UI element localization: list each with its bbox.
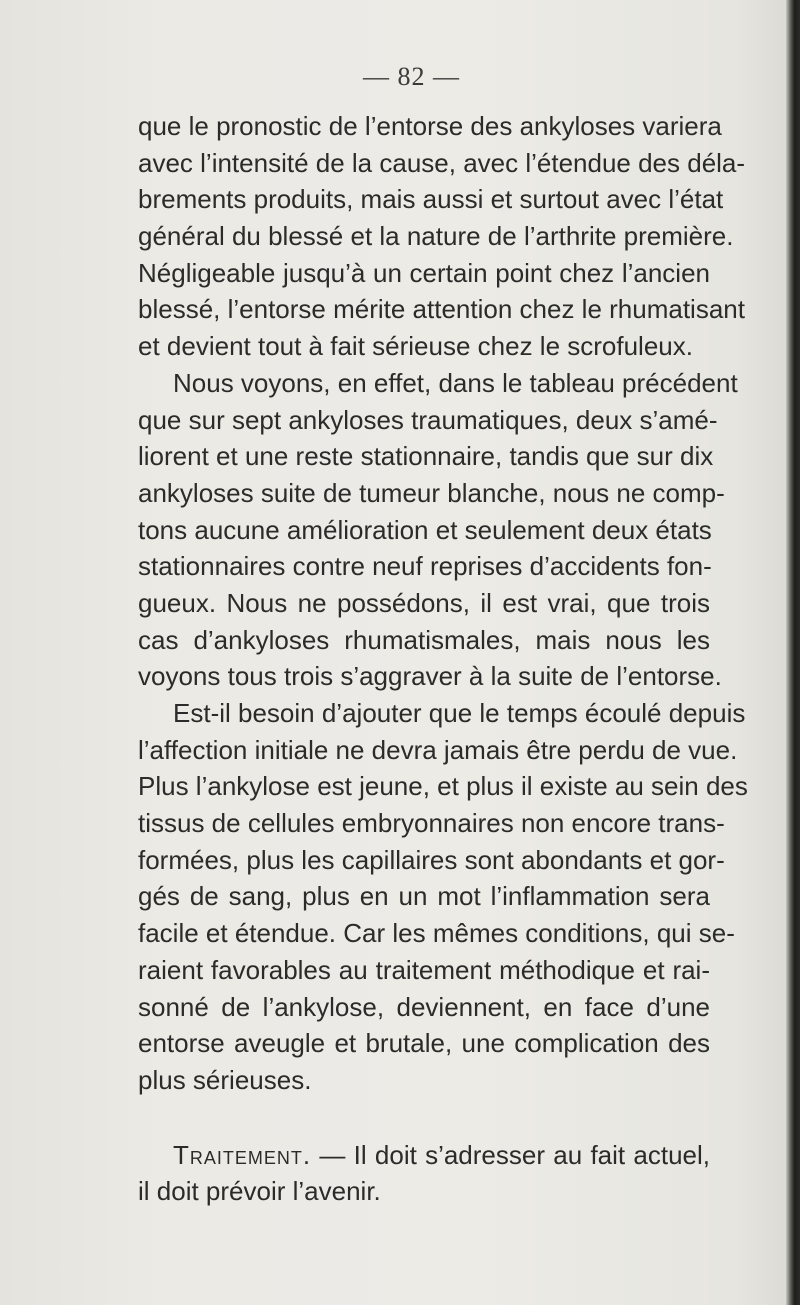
text-line: Est-il besoin d’ajouter que le temps écoulé depuis xyxy=(173,698,746,728)
text-line: gueux. Nous ne possédons, il est vrai, que trois xyxy=(138,587,710,618)
text-line: facile et étendue. Car les mêmes conditions, qui se- xyxy=(138,918,735,949)
text-line: tissus de cellules embryonnaires non encore trans- xyxy=(138,808,725,839)
text-line: formées, plus les capillaires sont abondants et gor- xyxy=(138,844,725,875)
text-line: cas d’ankyloses rhumatismales, mais nous les xyxy=(138,624,710,655)
text-line: blessé, l’entorse mérite attention chez le rhumatisant xyxy=(138,294,745,325)
text-line: avec l’intensité de la cause, avec l’étendue des déla- xyxy=(138,147,746,178)
paragraph xyxy=(138,695,748,1099)
text-line: stationnaires contre neuf reprises d’accidents fon- xyxy=(138,551,712,582)
page-edge-shadow xyxy=(786,0,800,1305)
text-line: brements produits, mais aussi et surtout avec l’état xyxy=(138,184,724,215)
section-heading: Traitement. xyxy=(173,1139,312,1170)
section-first-line xyxy=(138,1137,710,1174)
paragraph xyxy=(138,365,738,695)
section-spacer xyxy=(138,1099,710,1137)
text-line: que sur sept ankyloses traumatiques, deux s’amé- xyxy=(138,404,718,435)
paragraph xyxy=(138,108,746,365)
page-number: — 82 — xyxy=(363,62,460,91)
text-line: Plus l’ankylose est jeune, et plus il existe au sein des xyxy=(138,771,748,802)
text-line: tons aucune amélioration et seulement deux états xyxy=(138,514,712,545)
section-traitement xyxy=(138,1137,710,1210)
text-line: que le pronostic de l’entorse des ankyloses variera xyxy=(138,111,722,141)
text-line: il doit prévoir l’avenir. xyxy=(138,1176,381,1207)
text-line: sonné de l’ankylose, deviennent, en face d’une xyxy=(138,991,710,1022)
text-line: général du blessé et la nature de l’arthrite première. xyxy=(138,221,734,252)
text-line: voyons tous trois s’aggraver à la suite de l’entorse. xyxy=(138,661,722,692)
text-line: Nous voyons, en effet, dans le tableau précédent xyxy=(173,367,738,398)
text-line: Négligeable jusqu’à un certain point chez l’ancien xyxy=(138,257,710,288)
text-line: gés de sang, plus en un mot l’inflammation sera xyxy=(138,881,710,912)
text-line: raient favorables au traitement méthodique et rai- xyxy=(138,954,710,985)
body-text xyxy=(138,108,748,1210)
text-line: liorent et une reste stationnaire, tandis que sur dix xyxy=(138,441,714,472)
section-first-line-text: — Il doit s’adresser au fait actuel, xyxy=(311,1139,710,1170)
text-line: ankyloses suite de tumeur blanche, nous ne comp- xyxy=(138,477,725,508)
text-line: et devient tout à fait sérieuse chez le scrofuleux. xyxy=(138,331,693,362)
text-line: l’affection initiale ne devra jamais être perdu de vue. xyxy=(138,734,738,765)
text-line: plus sérieuses. xyxy=(138,1064,312,1095)
text-line: entorse aveugle et brutale, une complication des xyxy=(138,1028,710,1059)
